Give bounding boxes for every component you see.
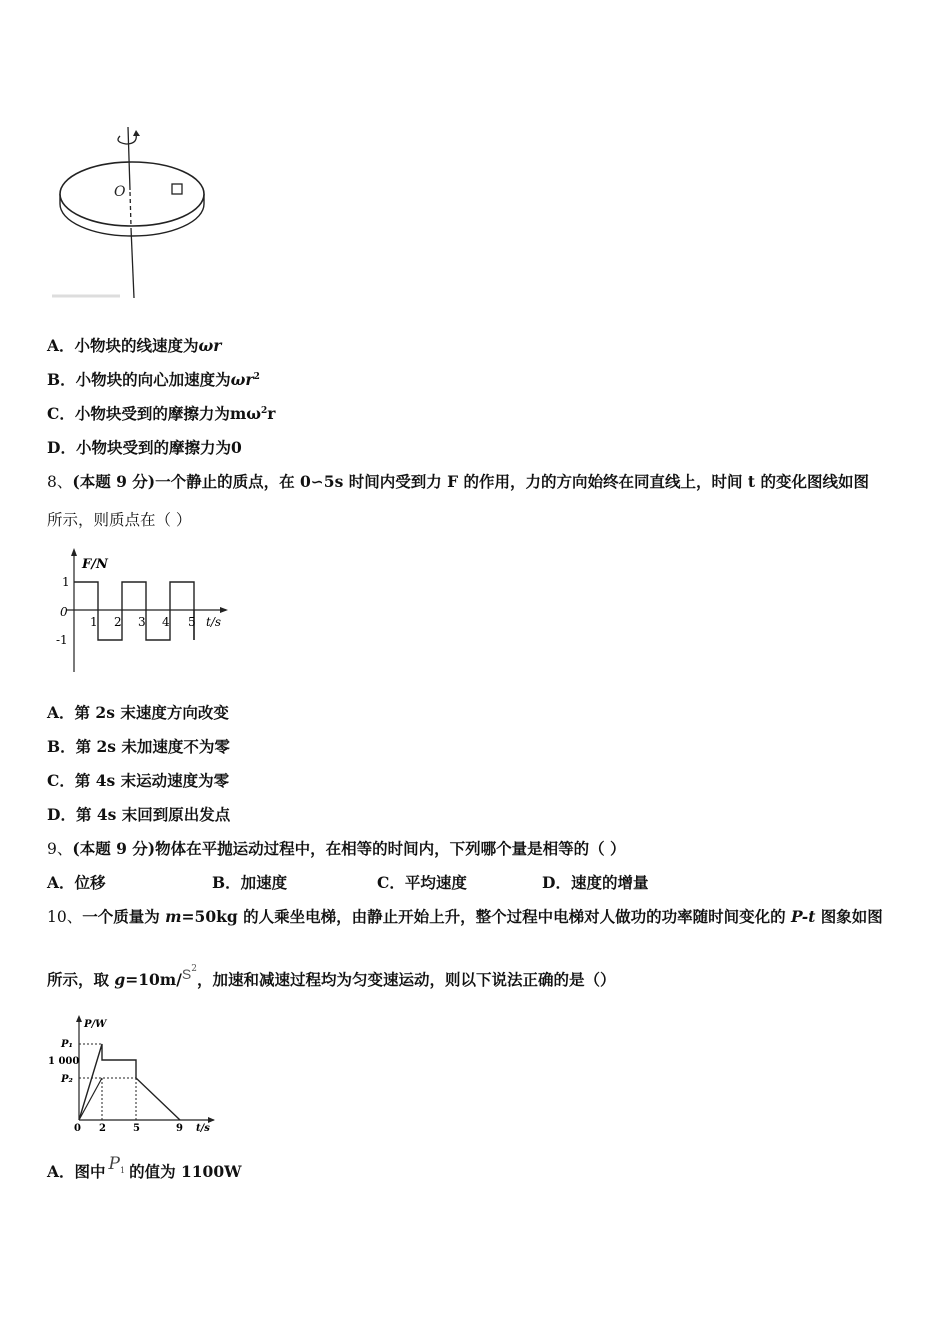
q9-option-a [47, 873, 106, 893]
option-letter: D． [47, 438, 76, 457]
power-series-line [79, 1044, 180, 1120]
power-time-chart [46, 1012, 221, 1132]
x-tick-4: 4 [162, 615, 170, 629]
x-tick-3: 3 [138, 615, 146, 629]
q8-option-d [47, 805, 230, 825]
question-stem-end: 图象如图 [815, 907, 883, 926]
p1-symbol: P [108, 1154, 120, 1174]
x-tick-5: 5 [188, 615, 196, 629]
q10-stem-line-2 [47, 964, 616, 993]
p1-subscript: 1 [120, 1166, 126, 1175]
option-text: 加速度 [240, 873, 288, 892]
option-text: 第 2s 未加速度不为零 [75, 737, 230, 756]
q7-option-d [47, 438, 242, 458]
q7-option-c [47, 404, 275, 424]
x-axis-label: t/s [206, 615, 222, 629]
option-text: 第 2s 末速度方向改变 [74, 703, 229, 722]
option-formula-tail: r [267, 404, 276, 423]
force-time-chart [46, 544, 236, 679]
y-axis-label: F/N [82, 557, 108, 572]
question-stem: (本题 9 分)物体在平抛运动过程中，在相等的时间内，下列哪个量是相等的（ ） [72, 839, 626, 858]
q8-option-c [47, 771, 229, 791]
q8-stem-line-1 [47, 472, 869, 492]
disk-diagram [50, 122, 210, 307]
gravity-value: =10m/ [125, 970, 182, 989]
q8-stem-line-2 [47, 510, 191, 530]
q7-option-b [47, 370, 260, 390]
pt-symbol: P-t [790, 907, 816, 926]
option-letter: C． [47, 771, 75, 790]
x-tick-0: 0 [74, 1123, 81, 1132]
x-tick-2: 2 [99, 1123, 106, 1132]
question-stem-cont: 所示，取 [47, 970, 115, 989]
q10-stem-line-1 [47, 907, 883, 927]
y-tick-p1: P₁ [61, 1039, 73, 1050]
option-letter: A． [47, 336, 75, 355]
option-formula: mω [229, 404, 262, 423]
q9-stem [47, 839, 626, 859]
y-tick-0: 0 [60, 605, 68, 619]
option-letter: D． [542, 873, 571, 892]
question-stem-mid: =50kg 的人乘坐电梯，由静止开始上升，整个过程中电梯对人做功的功率随时间变化的 [181, 907, 791, 926]
option-formula: 0 [230, 438, 242, 457]
option-letter: D． [47, 805, 76, 824]
y-tick-1: 1 [62, 575, 70, 589]
question-stem: 一个质量为 [82, 907, 166, 926]
option-text: 位移 [74, 873, 106, 892]
q9-option-d [542, 873, 648, 893]
option-text: 第 4s 末回到原出发点 [75, 805, 231, 824]
force-series-line [74, 582, 194, 640]
center-label: O [114, 184, 126, 200]
option-letter: A． [47, 703, 75, 722]
option-text-tail: 的值为 1100W [129, 1162, 242, 1181]
option-superscript: 2 [261, 405, 268, 416]
q9-option-b [212, 873, 287, 893]
question-stem: (本题 9 分)一个静止的质点，在 0∽5s 时间内受到力 F 的作用，力的方向始终在同直线上，时间 t 的变化图线如图 [72, 472, 869, 491]
q7-option-a [47, 336, 221, 356]
question-number: 9、 [47, 840, 73, 858]
option-text: 图中 [74, 1162, 106, 1181]
option-text: 小物块的线速度为 [74, 336, 199, 355]
option-text: 速度的增量 [570, 873, 649, 892]
y-tick-neg1: -1 [56, 633, 68, 647]
option-text: 平均速度 [404, 873, 467, 892]
option-letter: C． [377, 873, 405, 892]
gravity-symbol: g [114, 970, 126, 989]
x-tick-2: 2 [114, 615, 122, 629]
x-tick-1: 1 [90, 615, 98, 629]
option-letter: C． [47, 404, 75, 423]
option-formula: ωr [230, 370, 254, 389]
y-axis-label: P/W [84, 1019, 107, 1030]
x-axis-label: t/s [196, 1123, 210, 1132]
option-letter: A． [47, 1162, 75, 1181]
mass-symbol: m [165, 907, 182, 926]
question-stem-end: ，加速和减速过程均为匀变速运动，则以下说法正确的是（） [196, 970, 616, 989]
y-tick-p2: P₂ [61, 1074, 73, 1085]
option-letter: B． [47, 737, 76, 756]
x-tick-9: 9 [176, 1123, 183, 1132]
option-formula: ωr [198, 336, 222, 355]
option-letter: B． [212, 873, 241, 892]
rotating-disk-figure [50, 122, 210, 307]
q10-option-a [47, 1154, 242, 1185]
option-superscript: 2 [253, 371, 260, 382]
x-tick-5: 5 [133, 1123, 140, 1132]
question-number: 10、 [47, 908, 83, 926]
unit-s: S [181, 966, 192, 982]
unit-exponent: 2 [191, 964, 197, 974]
y-tick-1000: 1 000 [48, 1056, 80, 1067]
question-number: 8、 [47, 473, 73, 491]
option-text: 小物块受到的摩擦力为 [74, 404, 230, 423]
q8-option-a [47, 703, 229, 723]
q9-option-c [377, 873, 467, 893]
option-letter: B． [47, 370, 76, 389]
option-text: 第 4s 末运动速度为零 [74, 771, 230, 790]
option-letter: A． [47, 873, 75, 892]
option-text: 小物块的向心加速度为 [75, 370, 231, 389]
q8-option-b [47, 737, 230, 757]
option-text: 小物块受到的摩擦力为 [75, 438, 231, 457]
question-stem-cont: 所示，则质点在（ ） [47, 511, 192, 529]
